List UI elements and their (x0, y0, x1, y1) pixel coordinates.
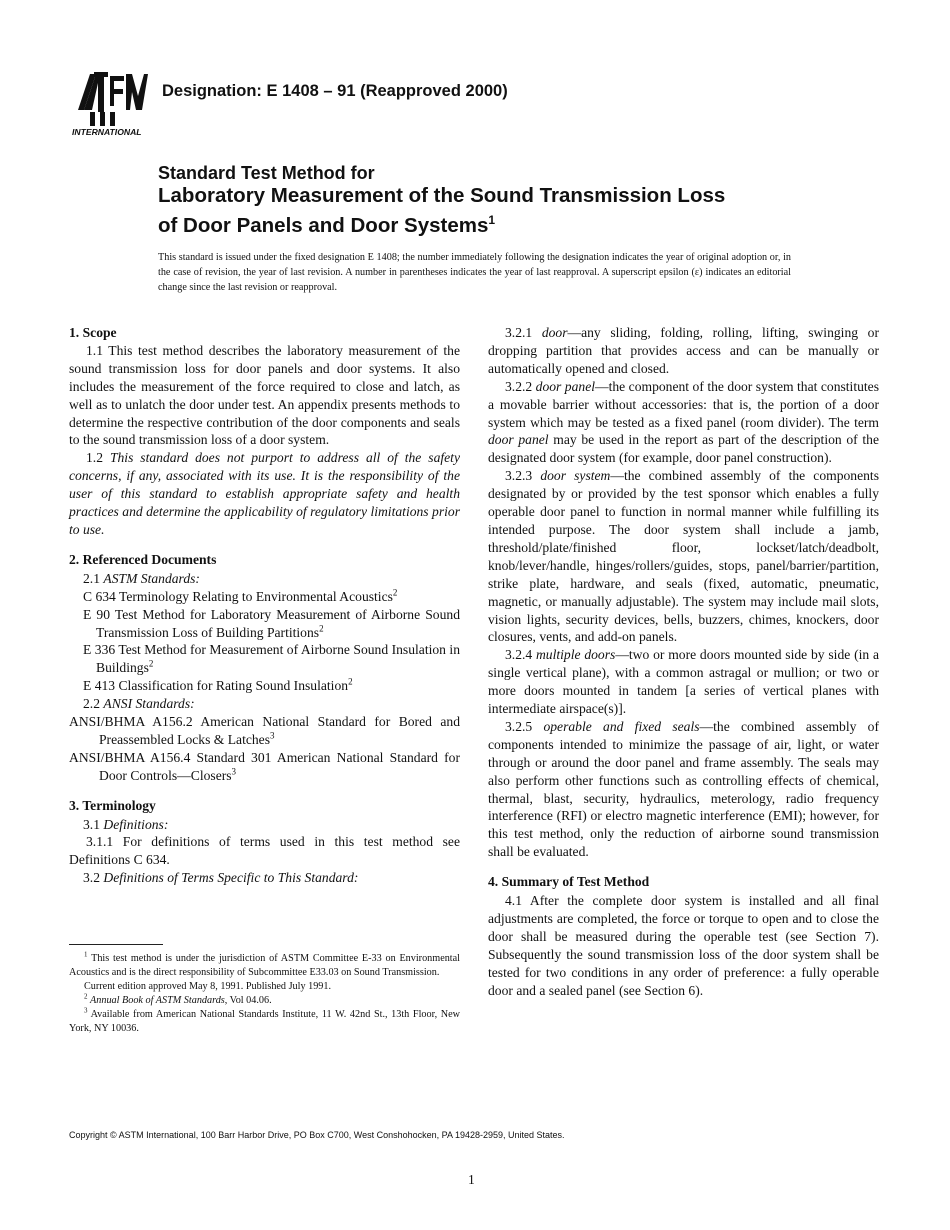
ref-ansi-a156-2-fn: 3 (270, 730, 275, 741)
ref-ansi-a156-2-text: ANSI/BHMA A156.2 American National Standard for Bored and Preassembled Locks & Latches (69, 714, 460, 747)
footnote-2 (69, 994, 460, 1008)
ref-e336 (69, 641, 460, 677)
definition-door-panel-number: 3.2.2 (505, 378, 533, 394)
definition-door-panel-term-2: door panel (488, 432, 549, 448)
paragraph-3-1 (69, 816, 460, 834)
footnote-1-edition: Current edition approved May 8, 1991. Published July 1991. (84, 981, 332, 992)
definition-door (488, 324, 879, 378)
definition-door-panel-term: door panel (535, 378, 596, 394)
definition-door-system-number: 3.2.3 (505, 468, 533, 484)
astm-logo-graphic (70, 68, 150, 138)
ref-e336-text: E 336 Test Method for Measurement of Airborne Sound Insulation in Buildings (83, 642, 460, 676)
ref-e413 (69, 677, 460, 695)
section-referenced-heading: 2. Referenced Documents (69, 551, 217, 567)
definition-door-panel-text-b: may be used in the report as part of the description of the designated door system (for example, door panel construction). (488, 432, 879, 466)
definition-door-system-text: —the combined assembly of the components designated by or provided by the test sponsor which enables a fully operable door panel to function in normal manner while fulfilling its intended purpose. The door system shall include a jamb, threshold/plate/finished floor, lockset/latch/deadbolt, knob/lever/handle, hinges/rollers/guides, stops, panel/barrier/partition, strike plate, hardware, and seals (fixed, automatic, pneumatic, magnetic, or manually adjustable). The system may include mail slots, vision lights, security devices, bells, buzzers, chimes, knockers, door closures, vents, and add-on panels. (488, 468, 879, 645)
left-column (69, 324, 460, 887)
astm-standards-label (69, 570, 460, 588)
ref-ansi-a156-4-fn: 3 (231, 766, 237, 777)
ansi-standards-label (69, 695, 460, 713)
ref-ansi-a156-2 (69, 713, 460, 749)
title-footnote-mark: 1 (488, 213, 496, 227)
ref-e90-text: E 90 Test Method for Laboratory Measurement of Airborne Sound Transmission Loss of Building Partitions (83, 606, 460, 640)
section-scope-heading: 1. Scope (69, 325, 117, 340)
astm-standards-text: ASTM Standards: (103, 570, 200, 586)
ref-c634 (69, 588, 460, 606)
paragraph-3-2-number: 3.2 (83, 870, 100, 886)
title-line-2: Laboratory Measurement of the Sound Transmission Loss (158, 184, 726, 207)
footnote-3-mark: 3 (84, 1006, 88, 1015)
paragraph-3-2-text: Definitions of Terms Specific to This Standard: (103, 870, 359, 886)
paragraph-1-2-text: This standard does not purport to address all of the safety concerns, if any, associated with its use. It is the responsibility of the user of this standard to establish appropriate safety and health practices and determine the applicability of regulatory limitations prior to use. (69, 450, 460, 537)
ref-e336-fn: 2 (148, 658, 154, 669)
issuance-notice: This standard is issued under the fixed designation E 1408; the number immediately following the designation indicates the year of original adoption or, in the case of revision, the year of last revision. A number in parentheses indicates the year of last reapproval. A superscript epsilon (ε) indicates an editorial change since the last revision or reapproval. (158, 252, 791, 293)
footnote-2-title: Annual Book of ASTM Standards (90, 995, 225, 1006)
footnote-1 (69, 952, 460, 980)
astm-logo (70, 68, 150, 138)
definition-seals-number: 3.2.5 (505, 718, 533, 734)
paragraph-3-1-text: Definitions: (103, 816, 169, 832)
title-line-3 (158, 208, 858, 238)
definition-door-number: 3.2.1 (505, 325, 533, 340)
ref-ansi-a156-4 (69, 749, 460, 785)
definition-seals-term: operable and fixed seals (543, 718, 700, 734)
definition-door-panel-text-a: —the component of the door system that constitutes a movable barrier without accessories: that is, the portion of a door system which may be tested as a fixed panel (room divider). The term (488, 378, 880, 430)
footnote-1-text: This test method is under the jurisdiction of ASTM Committee E-33 on Environmental Acoustics and is the direct responsibility of Subcommittee E33.03 on Sound Transmission. (69, 953, 460, 978)
ref-e90-fn: 2 (319, 622, 324, 633)
footnote-3 (69, 1008, 460, 1036)
definition-door-text: —any sliding, folding, rolling, lifting, swinging or dropping partition that provides access and can be manually or automatically opened and closed. (488, 325, 879, 376)
definition-seals-text: —the combined assembly of components intended to minimize the passage of air, light, or water through or around the door panel and frame assembly. The seals may also perform other functions such as controlling effects of chemical, thermal, blast, security, hydraulics, meterology, radio frequency interference (RFI) or electro magnetic interference (EMI); however, for this test method, only the reduction of airborne sound transmission shall be evaluated. (488, 718, 880, 860)
right-column (488, 324, 879, 1000)
document-title (158, 162, 858, 238)
footnotes (69, 952, 460, 1036)
footnote-2-rest: , Vol 04.06. (224, 995, 272, 1006)
definition-multiple-doors-term: multiple doors (535, 647, 616, 663)
paragraph-3-1-1: 3.1.1 For definitions of terms used in this test method see Definitions C 634. (69, 834, 460, 868)
section-terminology-heading: 3. Terminology (69, 797, 156, 813)
title-line-3-text: of Door Panels and Door Systems (158, 213, 489, 237)
paragraph-3-2 (69, 869, 460, 887)
paragraph-1-2 (69, 449, 460, 539)
definition-multiple-doors-text: —two or more doors mounted side by side (in a single vertical plane), with a common astragal or mullion; or two or more doors mounted in tandem [a series of vertical planes with intermediate airspace(s)]. (488, 647, 879, 717)
paragraph-1-2-number: 1.2 (86, 450, 103, 466)
logo-wordmark: INTERNATIONAL (72, 127, 142, 137)
ansi-standards-text: ANSI Standards: (103, 696, 195, 712)
ref-c634-text: C 634 Terminology Relating to Environmental Acoustics (83, 588, 393, 604)
paragraph-3-1-number: 3.1 (83, 816, 100, 832)
definition-door-system-term: door system (540, 468, 611, 484)
definition-multiple-doors (488, 646, 879, 718)
definition-door-panel (488, 378, 879, 468)
footnote-3-text: Available from American National Standards Institute, 11 W. 42nd St., 13th Floor, New York, NY 10036. (69, 1009, 460, 1034)
copyright-notice: Copyright © ASTM International, 100 Barr Harbor Drive, PO Box C700, West Conshohocken, PA 19428-2959, United States. (69, 1130, 565, 1140)
definition-door-system (488, 467, 879, 646)
ref-e413-fn: 2 (348, 676, 353, 687)
ref-e90 (69, 606, 460, 642)
page-number: 1 (468, 1172, 475, 1187)
footnote-divider (69, 944, 163, 945)
footnote-1-mark: 1 (84, 950, 88, 959)
designation: Designation: E 1408 – 91 (Reapproved 2000) (162, 82, 508, 100)
ref-e413-text: E 413 Classification for Rating Sound Insulation (83, 678, 349, 694)
definition-door-term: door (541, 325, 568, 340)
paragraph-4-1: 4.1 After the complete door system is installed and all final adjustments are completed, the force or torque to open and to close the door shall be measured during the operable test (see Section 7). Subsequently the sound transmission loss of the door system shall be tested for two conditions in any order of preference: a fully operable door and a sealed panel (see Section 6). (488, 893, 879, 998)
paragraph-1-1: 1.1 This test method describes the laboratory measurement of the sound transmission loss for door panels and door systems. It also includes the measurement of the force required to close and latch, as well as to unlatch the door under test. An appendix presents methods to determine the respective contribution of the door components and seals to the sound transmission loss of a door system. (69, 342, 460, 448)
astm-standards-number: 2.1 (83, 570, 100, 586)
ref-c634-fn: 2 (392, 587, 398, 598)
ref-ansi-a156-4-text: ANSI/BHMA A156.4 Standard 301 American National Standard for Door Controls—Closers (69, 749, 460, 783)
definition-seals (488, 718, 879, 861)
ansi-standards-number: 2.2 (83, 696, 100, 712)
definition-multiple-doors-number: 3.2.4 (505, 647, 533, 663)
section-summary-heading: 4. Summary of Test Method (488, 874, 650, 890)
footnote-2-mark: 2 (84, 992, 88, 1001)
title-line-1: Standard Test Method for (158, 163, 375, 183)
